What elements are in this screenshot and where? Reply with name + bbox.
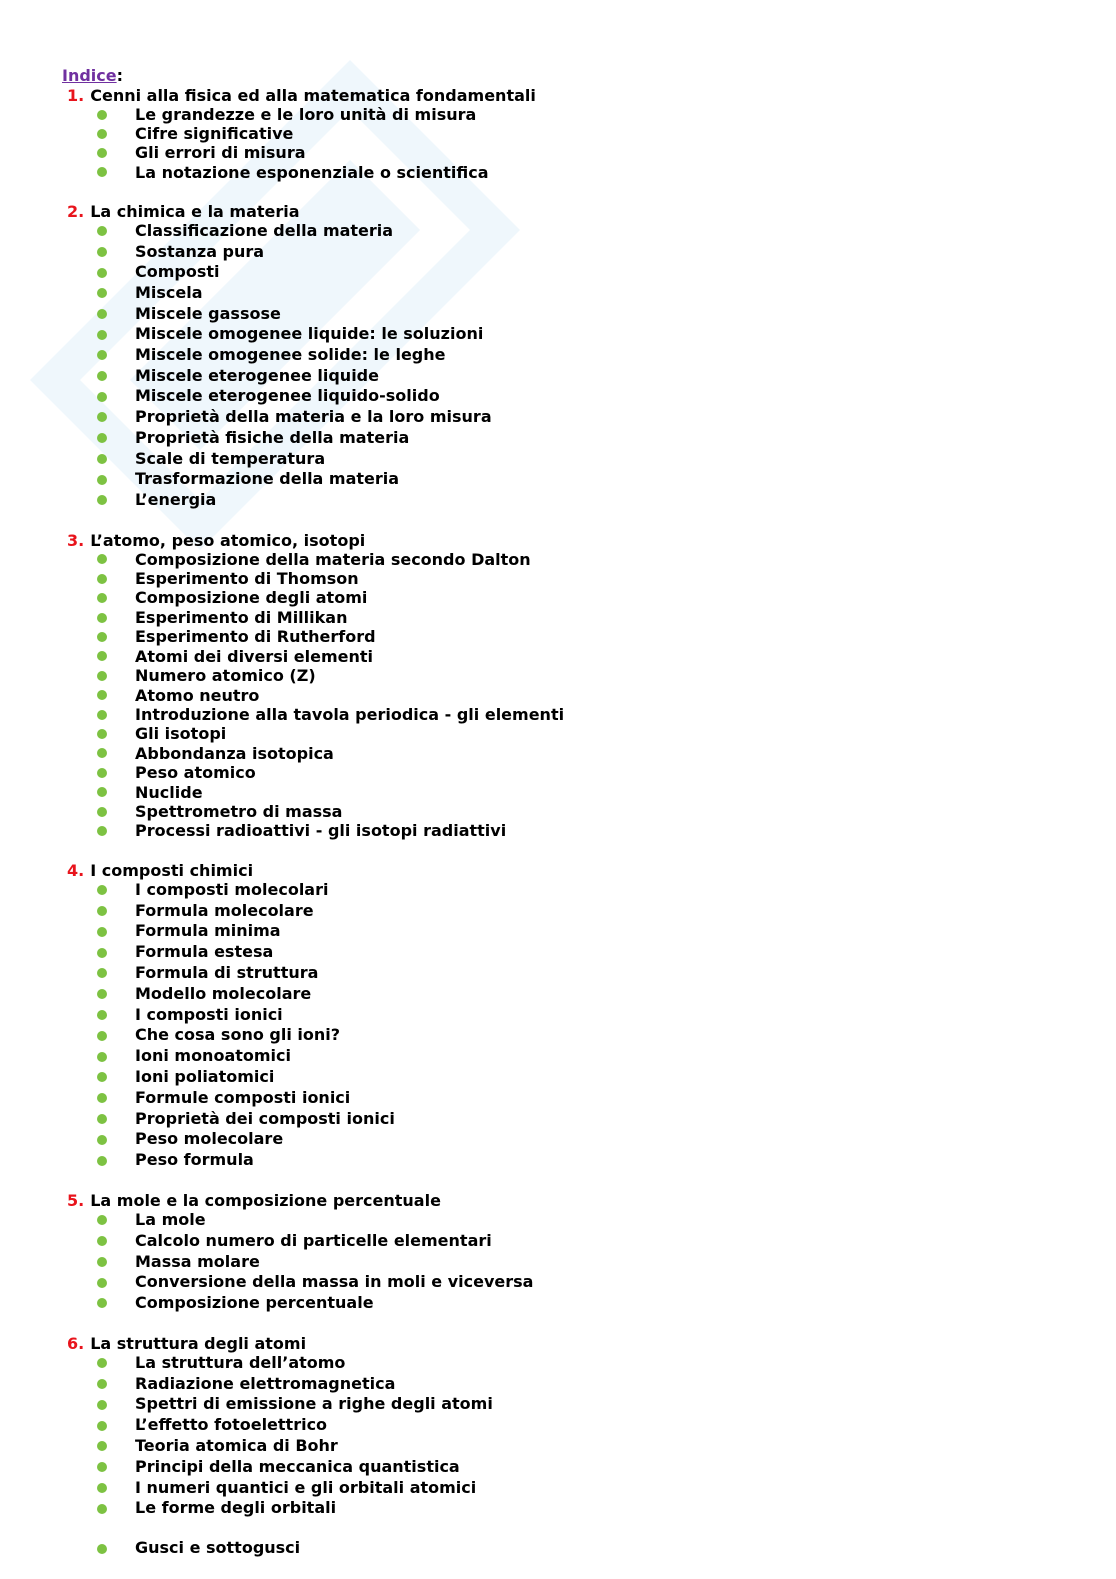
list-item[interactable] — [62, 1394, 1062, 1415]
bullet-icon — [97, 1544, 107, 1554]
section-items — [62, 880, 1062, 1171]
list-item[interactable] — [62, 724, 1062, 743]
list-item[interactable] — [62, 1457, 1062, 1478]
list-item-label: Formule composti ionici — [135, 1087, 351, 1107]
section-items — [62, 550, 1062, 841]
list-item-label: Peso atomico — [135, 763, 256, 783]
section-number: 5. — [67, 1190, 85, 1210]
bullet-icon — [97, 495, 107, 505]
bullet-icon — [97, 968, 107, 978]
bullet-icon — [97, 651, 107, 661]
list-item[interactable] — [62, 1150, 1062, 1171]
list-item[interactable] — [62, 921, 1062, 942]
section-number: 6. — [67, 1333, 85, 1353]
bullet-icon — [97, 371, 107, 381]
list-item[interactable] — [62, 1252, 1062, 1273]
list-item-label: Processi radioattivi - gli isotopi radiattivi — [135, 821, 507, 841]
list-item[interactable] — [62, 242, 1062, 263]
list-item-label: Proprietà fisiche della materia — [135, 427, 410, 447]
list-item-label: Ioni monoatomici — [135, 1046, 291, 1066]
list-item[interactable] — [62, 880, 1062, 901]
list-item-label: Miscele omogenee liquide: le soluzioni — [135, 324, 484, 344]
list-item-label: La mole — [135, 1209, 206, 1229]
list-item-label: Le forme degli orbitali — [135, 1498, 337, 1518]
bullet-icon — [97, 927, 107, 937]
list-item-label: Sostanza pura — [135, 241, 265, 261]
list-item-label: Gli isotopi — [135, 724, 227, 744]
bullet-icon — [97, 729, 107, 739]
list-item[interactable] — [62, 802, 1062, 821]
list-item[interactable] — [62, 1374, 1062, 1395]
section-items — [62, 221, 1062, 511]
bullet-icon — [97, 574, 107, 584]
bullet-icon — [97, 632, 107, 642]
list-item[interactable] — [62, 1088, 1062, 1109]
list-item-label: L’effetto fotoelettrico — [135, 1415, 328, 1435]
bullet-icon — [97, 268, 107, 278]
list-item-label: L’energia — [135, 489, 217, 509]
bullet-icon — [97, 1462, 107, 1472]
list-item-label: Atomo neutro — [135, 685, 260, 705]
list-item[interactable] — [62, 744, 1062, 763]
section-title[interactable] — [62, 531, 1062, 550]
list-item-label: Principi della meccanica quantistica — [135, 1456, 460, 1476]
list-item[interactable] — [62, 143, 1062, 162]
bullet-icon — [97, 288, 107, 298]
list-item[interactable] — [62, 1415, 1062, 1436]
list-item[interactable] — [62, 705, 1062, 724]
bullet-icon — [97, 1135, 107, 1145]
section-title-text: I composti chimici — [90, 860, 254, 880]
section-4 — [62, 861, 1062, 1171]
list-item-label: Scale di temperatura — [135, 448, 326, 468]
list-item[interactable] — [62, 1046, 1062, 1067]
list-item[interactable] — [62, 1109, 1062, 1130]
list-item-label: Ioni poliatomici — [135, 1066, 275, 1086]
section-title-text: L’atomo, peso atomico, isotopi — [90, 530, 366, 550]
list-item-label: Calcolo numero di particelle elementari — [135, 1230, 492, 1250]
list-item[interactable] — [62, 1210, 1062, 1231]
list-item[interactable] — [62, 283, 1062, 304]
list-item-label: Formula di struttura — [135, 962, 319, 982]
bullet-icon — [97, 710, 107, 720]
list-item[interactable] — [62, 1498, 1062, 1519]
section-title[interactable] — [62, 1191, 1062, 1210]
list-item-label: Abbondanza isotopica — [135, 743, 334, 763]
list-item-label: Formula estesa — [135, 942, 274, 962]
list-item[interactable] — [62, 1005, 1062, 1026]
list-item-label: Le grandezze e le loro unità di misura — [135, 105, 477, 124]
list-item[interactable] — [62, 221, 1062, 242]
list-item[interactable] — [62, 124, 1062, 143]
list-item[interactable] — [62, 984, 1062, 1005]
list-item[interactable] — [62, 821, 1062, 840]
section-5 — [62, 1191, 1062, 1314]
list-item[interactable] — [62, 469, 1062, 490]
list-item-label: Formula molecolare — [135, 900, 314, 920]
list-item-label: Teoria atomica di Bohr — [135, 1436, 338, 1456]
bullet-icon — [97, 1031, 107, 1041]
list-item[interactable] — [62, 686, 1062, 705]
bullet-icon — [97, 1010, 107, 1020]
list-item[interactable] — [62, 1353, 1062, 1374]
bullet-icon — [97, 554, 107, 564]
bullet-icon — [97, 1236, 107, 1246]
list-item-label: Introduzione alla tavola periodica - gli elementi — [135, 704, 565, 724]
bullet-icon — [97, 768, 107, 778]
list-item[interactable] — [62, 569, 1062, 588]
bullet-icon — [97, 1358, 107, 1368]
list-item[interactable] — [62, 366, 1062, 387]
list-item[interactable] — [62, 163, 1062, 182]
list-item-label: Miscela — [135, 282, 203, 302]
list-item-label: Nuclide — [135, 782, 203, 802]
bullet-icon — [97, 613, 107, 623]
bullet-icon — [97, 1421, 107, 1431]
index-link[interactable]: Indice — [62, 66, 117, 85]
bullet-icon — [97, 1093, 107, 1103]
bullet-icon — [97, 129, 107, 139]
list-item[interactable] — [62, 386, 1062, 407]
bullet-icon — [97, 309, 107, 319]
bullet-icon — [97, 1215, 107, 1225]
section-2 — [62, 202, 1062, 511]
bullet-icon — [97, 1257, 107, 1267]
bullet-icon — [97, 350, 107, 360]
bullet-icon — [97, 1379, 107, 1389]
list-item-label: Esperimento di Millikan — [135, 607, 348, 627]
list-item-label: Composizione della materia secondo Dalton — [135, 549, 531, 569]
list-item[interactable] — [62, 963, 1062, 984]
list-item-label: Numero atomico (Z) — [135, 666, 316, 686]
list-item[interactable] — [62, 1272, 1062, 1293]
bullet-icon — [97, 1400, 107, 1410]
list-item-label: Esperimento di Thomson — [135, 569, 359, 589]
list-item-label: Conversione della massa in moli e viceversa — [135, 1272, 534, 1292]
list-item[interactable] — [62, 407, 1062, 428]
bullet-icon — [97, 110, 107, 120]
bullet-icon — [97, 433, 107, 443]
bullet-icon — [97, 475, 107, 485]
section-number: 2. — [67, 201, 85, 221]
list-item-label: Modello molecolare — [135, 983, 312, 1003]
bullet-icon — [97, 1441, 107, 1451]
bullet-icon — [97, 148, 107, 158]
section-title-text: La struttura degli atomi — [90, 1333, 307, 1353]
list-item-label: Composizione degli atomi — [135, 588, 368, 608]
list-item[interactable] — [62, 666, 1062, 685]
list-item[interactable] — [62, 942, 1062, 963]
list-item[interactable] — [62, 1231, 1062, 1252]
bullet-icon — [97, 392, 107, 402]
list-item[interactable] — [62, 647, 1062, 666]
list-item-label: Cifre significative — [135, 124, 294, 144]
bullet-icon — [97, 989, 107, 999]
list-item-label: Miscele eterogenee liquide — [135, 365, 379, 385]
list-item[interactable] — [62, 901, 1062, 922]
bullet-icon — [97, 1156, 107, 1166]
list-item[interactable] — [62, 1293, 1062, 1314]
bullet-icon — [97, 1072, 107, 1082]
list-item-label: Massa molare — [135, 1251, 260, 1271]
list-item[interactable] — [62, 1478, 1062, 1499]
list-item[interactable] — [62, 1538, 1062, 1559]
section-number: 1. — [67, 86, 85, 105]
list-item[interactable] — [62, 783, 1062, 802]
list-item[interactable] — [62, 1067, 1062, 1088]
list-item-label: Spettrometro di massa — [135, 801, 343, 821]
list-item-label: Radiazione elettromagnetica — [135, 1373, 396, 1393]
bullet-icon — [97, 247, 107, 257]
list-item-label: Che cosa sono gli ioni? — [135, 1025, 341, 1045]
bullet-icon — [97, 948, 107, 958]
list-item[interactable] — [62, 304, 1062, 325]
section-items — [62, 1210, 1062, 1314]
bullet-icon — [97, 690, 107, 700]
bullet-icon — [97, 807, 107, 817]
bullet-icon — [97, 1483, 107, 1493]
list-item[interactable] — [62, 449, 1062, 470]
section-title-text: La chimica e la materia — [90, 201, 300, 221]
section-items — [62, 105, 1062, 182]
list-item-label: Gli errori di misura — [135, 143, 306, 163]
index-heading — [62, 66, 1062, 86]
list-item-label: Composizione percentuale — [135, 1293, 374, 1313]
list-item[interactable] — [62, 324, 1062, 345]
bullet-icon — [97, 226, 107, 236]
list-item[interactable] — [62, 608, 1062, 627]
bullet-icon — [97, 330, 107, 340]
list-item-label: La notazione esponenziale o scientifica — [135, 162, 489, 182]
bullet-icon — [97, 1114, 107, 1124]
list-item[interactable] — [62, 262, 1062, 283]
bullet-icon — [97, 787, 107, 797]
bullet-icon — [97, 671, 107, 681]
bullet-icon — [97, 906, 107, 916]
bullet-icon — [97, 167, 107, 177]
section-6 — [62, 1334, 1062, 1559]
section-title-text: La mole e la composizione percentuale — [90, 1190, 441, 1210]
section-items — [62, 1353, 1062, 1559]
list-item-label: I composti ionici — [135, 1004, 283, 1024]
bullet-icon — [97, 1052, 107, 1062]
bullet-icon — [97, 1504, 107, 1514]
list-item[interactable] — [62, 1129, 1062, 1150]
list-item-label: Trasformazione della materia — [135, 469, 400, 489]
bullet-icon — [97, 1298, 107, 1308]
section-title[interactable] — [62, 86, 1062, 105]
section-title-text: Cenni alla fisica ed alla matematica fondamentali — [90, 86, 536, 105]
list-item-label: I numeri quantici e gli orbitali atomici — [135, 1477, 477, 1497]
list-item[interactable] — [62, 345, 1062, 366]
table-of-contents — [62, 66, 1062, 1559]
list-item-label: Spettri di emissione a righe degli atomi — [135, 1394, 493, 1414]
bullet-icon — [97, 593, 107, 603]
list-item-label: I composti molecolari — [135, 879, 329, 899]
bullet-icon — [97, 748, 107, 758]
list-item[interactable] — [62, 763, 1062, 782]
section-number: 4. — [67, 860, 85, 880]
list-item-label: Miscele gassose — [135, 303, 281, 323]
bullet-icon — [97, 1278, 107, 1288]
list-item-label: Esperimento di Rutherford — [135, 627, 376, 647]
section-3 — [62, 531, 1062, 841]
list-item[interactable] — [62, 490, 1062, 511]
list-item[interactable] — [62, 1436, 1062, 1457]
section-title[interactable] — [62, 202, 1062, 221]
bullet-icon — [97, 826, 107, 836]
list-item-label: Formula minima — [135, 921, 281, 941]
list-item[interactable] — [62, 627, 1062, 646]
section-title[interactable] — [62, 1334, 1062, 1353]
section-number: 3. — [67, 530, 85, 550]
list-item-label: Miscele eterogenee liquido-solido — [135, 386, 440, 406]
list-item-label: Classificazione della materia — [135, 220, 394, 240]
list-item[interactable] — [62, 588, 1062, 607]
list-item[interactable] — [62, 550, 1062, 569]
list-item-label: La struttura dell’atomo — [135, 1352, 346, 1372]
list-item-label: Gusci e sottogusci — [135, 1538, 301, 1558]
list-item-label: Peso formula — [135, 1150, 254, 1170]
list-item-label: Proprietà dei composti ionici — [135, 1108, 395, 1128]
list-item-label: Miscele omogenee solide: le leghe — [135, 345, 446, 365]
list-item-label: Proprietà della materia e la loro misura — [135, 407, 492, 427]
list-item-label: Atomi dei diversi elementi — [135, 646, 374, 666]
section-title[interactable] — [62, 861, 1062, 880]
section-1 — [62, 86, 1062, 182]
bullet-icon — [97, 454, 107, 464]
list-item[interactable] — [62, 105, 1062, 124]
bullet-icon — [97, 885, 107, 895]
list-item[interactable] — [62, 1025, 1062, 1046]
list-item-label: Peso molecolare — [135, 1129, 284, 1149]
index-colon: : — [116, 66, 124, 85]
list-item[interactable] — [62, 428, 1062, 449]
list-item-label: Composti — [135, 262, 220, 282]
bullet-icon — [97, 412, 107, 422]
